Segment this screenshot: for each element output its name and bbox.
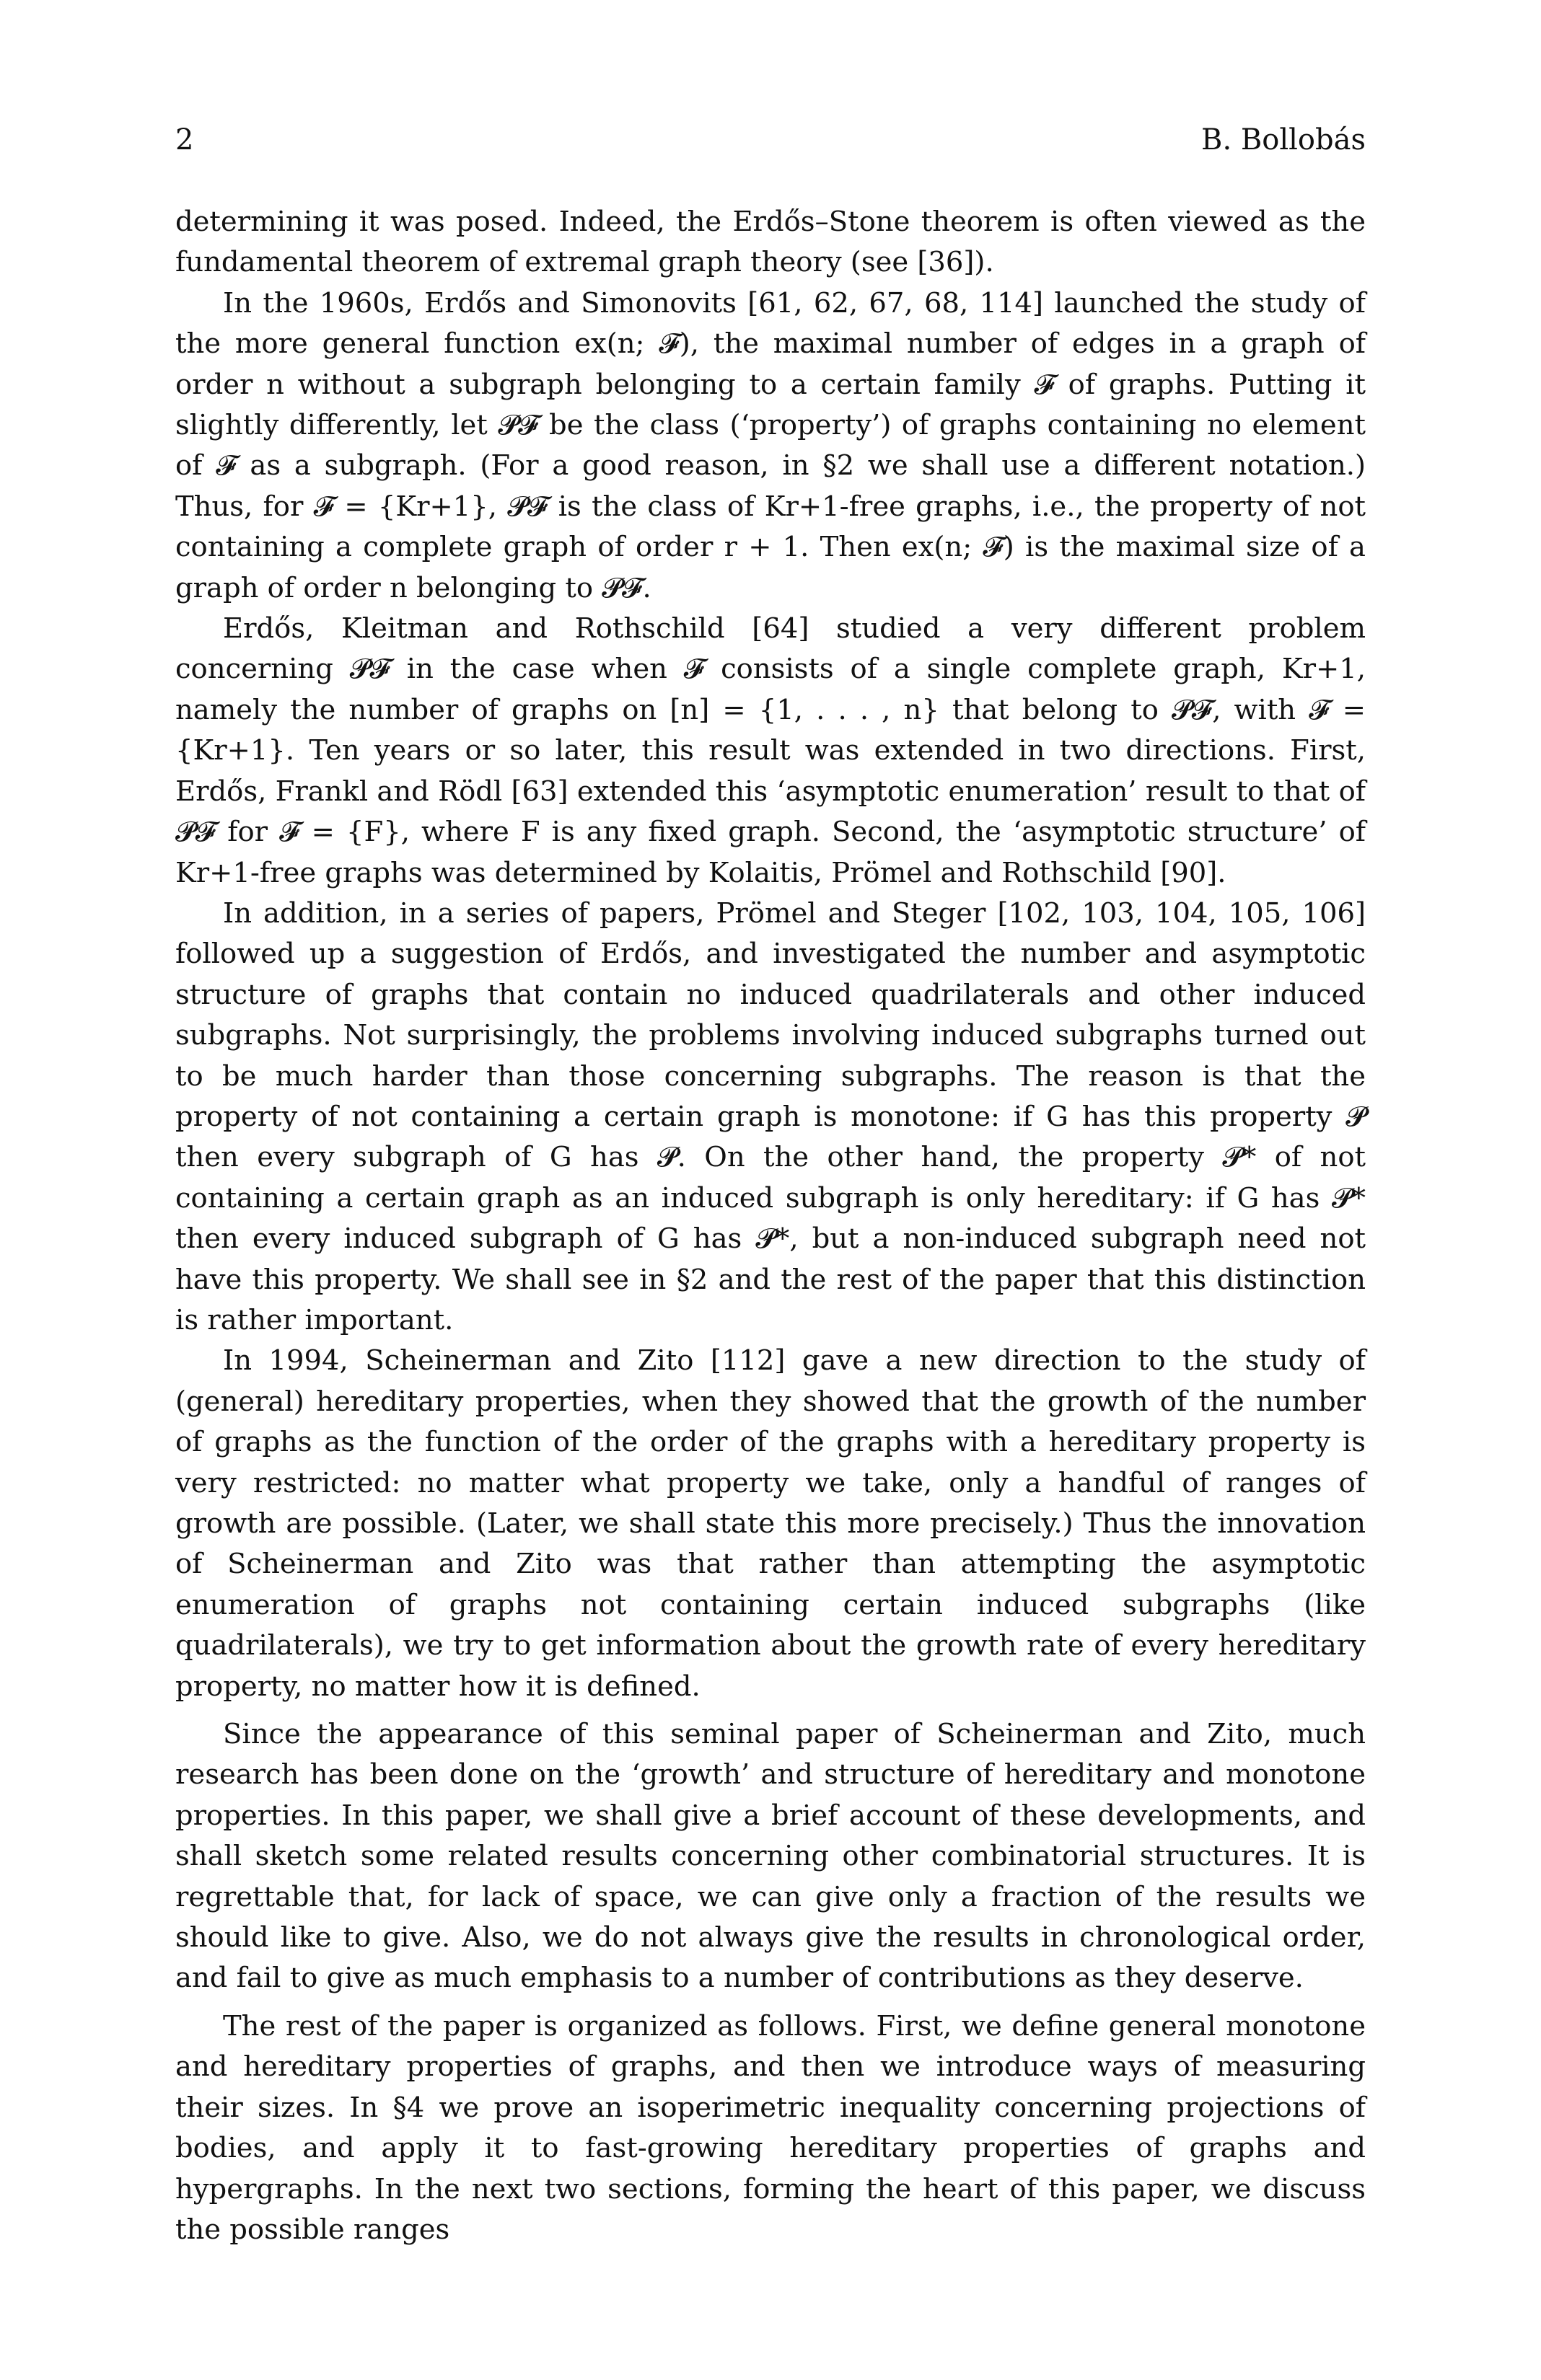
body-text xyxy=(175,202,1366,2250)
paragraph-7: The rest of the paper is organized as follows. First, we define general monotone and hereditary properties of graphs, and then we introduce ways of measuring their sizes. In §4 we prove an isoperimetric inequality concerning projections of bodies, and apply it to fast-growing hereditary properties of graphs and hypergraphs. In the next two sections, forming the heart of this paper, we discuss the possible ranges xyxy=(175,2009,1366,2246)
paragraph-5: In 1994, Scheinerman and Zito [112] gave a new direction to the study of (general) hereditary properties, when they showed that the growth of the number of graphs as the function of the order of the graphs with a hereditary property is very restricted: no matter what property we take, only a handful of ranges of growth are possible. (Later, we shall state this more precisely.) Thus the innovation of Scheinerman and Zito was that rather than attempting the asymptotic enumeration of graphs not containing certain induced subgraphs (like quadrilaterals), we try to get information about the growth rate of every hereditary property, no matter how it is defined. xyxy=(175,1344,1366,1703)
paragraph-4: In addition, in a series of papers, Prömel and Steger [102, 103, 104, 105, 106] followed up a suggestion of Erdős, and investigated the number and asymptotic structure of graphs that contain no induced quadrilaterals and other induced subgraphs. Not surprisingly, the problems involving induced subgraphs turned out to be much harder than those concerning subgraphs. The reason is that the property of not containing a certain graph is monotone: if G has this property 𝓟 then every subgraph of G has 𝓟. On the other hand, the property 𝓟* of not containing a certain graph as an induced subgraph is only hereditary: if G has 𝓟* then every induced subgraph of G has 𝓟*, but a non-induced subgraph need not have this property. We shall see in §2 and the rest of the paper that this distinction is rather important. xyxy=(175,896,1366,1336)
paragraph-6: Since the appearance of this seminal paper of Scheinerman and Zito, much research has been done on the ‘growth’ and structure of hereditary and monotone properties. In this paper, we shall give a brief account of these developments, and shall sketch some related results concerning other combinatorial structures. It is regrettable that, for lack of space, we can give only a fraction of the results we should like to give. Also, we do not always give the results in chronological order, and fail to give as much emphasis to a number of contributions as they deserve. xyxy=(175,1718,1366,1995)
paragraph-3: Erdős, Kleitman and Rothschild [64] studied a very different problem concerning 𝓟𝓕 in the case when 𝓕 consists of a single complete graph, Kr+1, namely the number of graphs on [n] = {1, . . . , n} that belong to 𝓟𝓕, with 𝓕 = {Kr+1}. Ten years or so later, this result was extended in two directions. First, Erdős, Frankl and Rödl [63] extended this ‘asymptotic enumeration’ result to that of 𝓟𝓕 for 𝓕 = {F}, where F is any fixed graph. Second, the ‘asymptotic structure’ of Kr+1-free graphs was determined by Kolaitis, Prömel and Rothschild [90]. xyxy=(175,612,1366,889)
page-number: 2 xyxy=(175,123,194,157)
paragraph-1: determining it was posed. Indeed, the Erdős–Stone theorem is often viewed as the fundamental theorem of extremal graph theory (see [36]). xyxy=(175,206,1366,279)
running-author: B. Bollobás xyxy=(1201,123,1366,157)
paragraph-2: In the 1960s, Erdős and Simonovits [61, 62, 67, 68, 114] launched the study of the more general function ex(n; 𝓕), the maximal number of edges in a graph of order n without a subgraph belonging to a certain family 𝓕 of graphs. Putting it slightly differently, let 𝓟𝓕 be the class (‘property’) of graphs containing no element of 𝓕 as a subgraph. (For a good reason, in §2 we shall use a different notation.) Thus, for 𝓕 = {Kr+1}, 𝓟𝓕 is the class of Kr+1-free graphs, i.e., the property of not containing a complete graph of order r + 1. Then ex(n; 𝓕) is the maximal size of a graph of order n belonging to 𝓟𝓕. xyxy=(175,286,1366,604)
page xyxy=(175,123,1366,2250)
running-head xyxy=(175,123,1366,157)
